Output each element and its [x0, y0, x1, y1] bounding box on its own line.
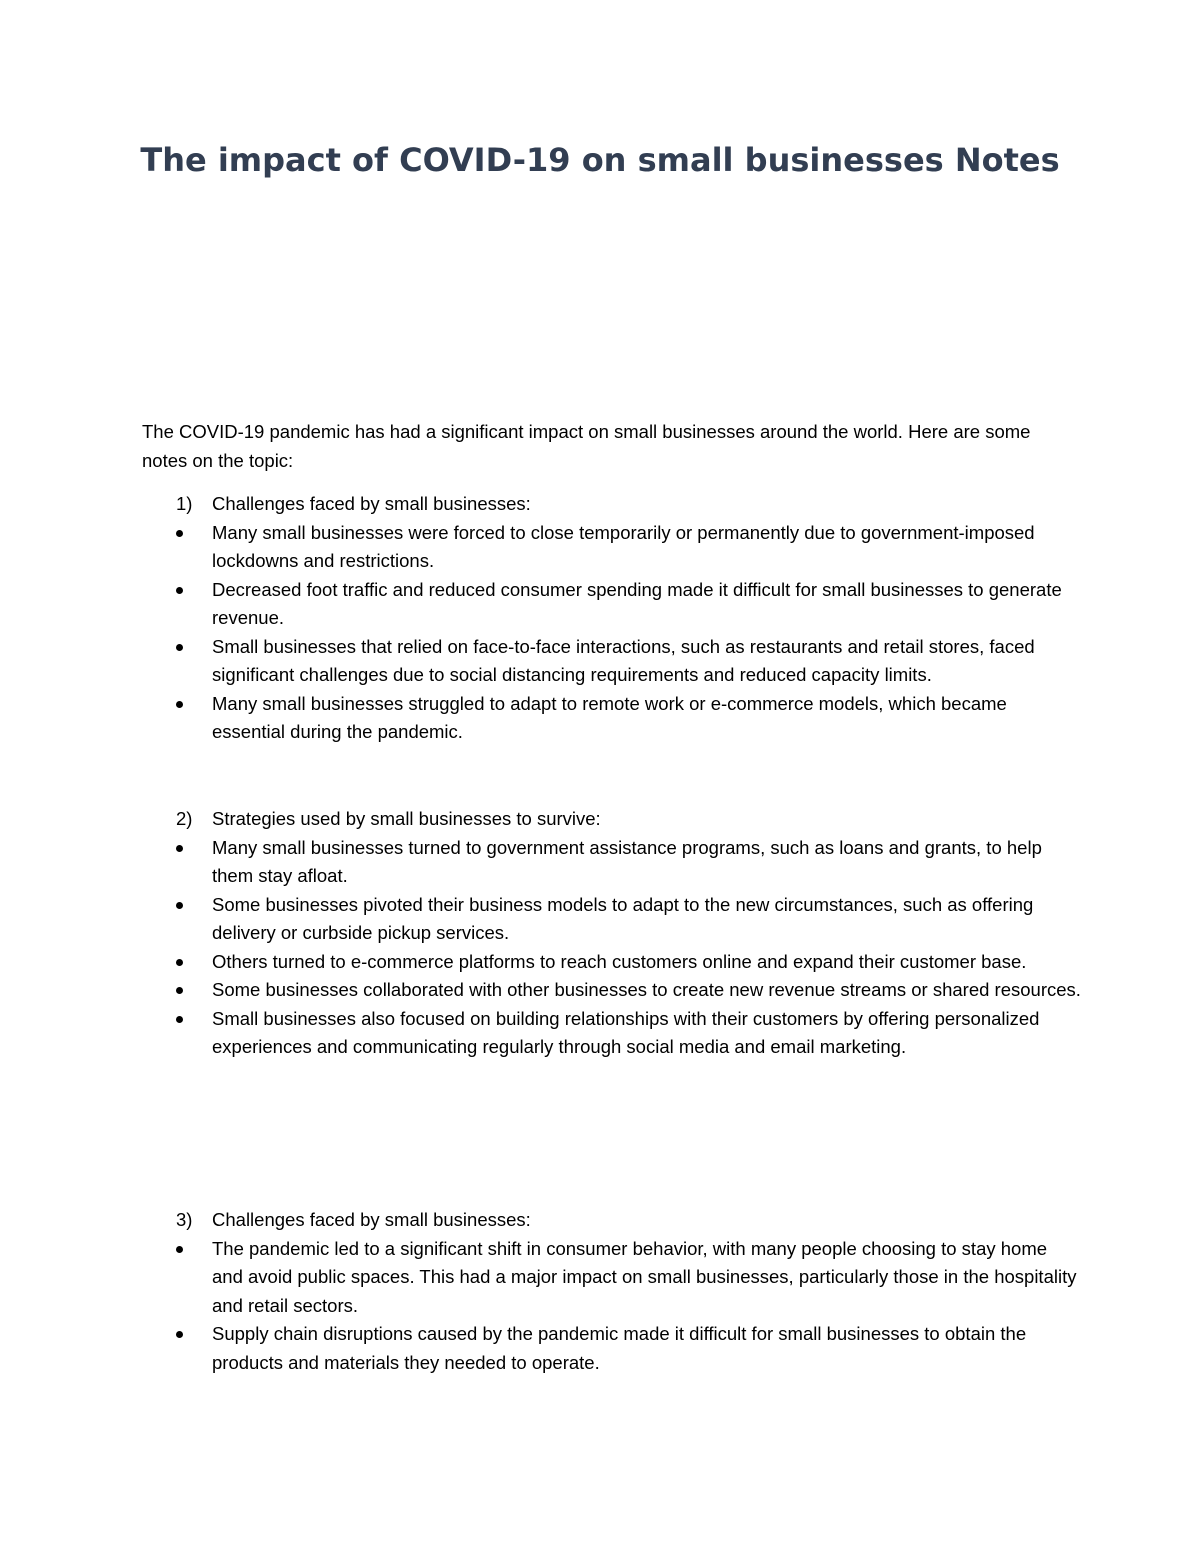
bullet-icon [176, 530, 183, 537]
list-item-text: Many small businesses were forced to close temporarily or permanently due to government-imposed lockdowns and restrictions. [212, 521, 1035, 571]
list-item-text: Many small businesses turned to government assistance programs, such as loans and grants, to help them stay afloat. [212, 836, 1042, 886]
intro-paragraph: The COVID-19 pandemic has had a significant impact on small businesses around the world. Here are some notes on the topic: [142, 421, 1031, 471]
bullet-icon [176, 987, 183, 994]
list-item-text: Small businesses also focused on building relationships with their customers by offering personalized experiences and communicating regularly through social media and email marketing. [212, 1007, 1040, 1057]
list-item [142, 834, 1082, 891]
section-3 [142, 1206, 1082, 1377]
section-heading [142, 1206, 1082, 1235]
list-item-text: Some businesses collaborated with other businesses to create new revenue streams or shared resources. [212, 979, 1081, 1000]
section-2 [142, 805, 1082, 1062]
bullet-icon [176, 1016, 183, 1023]
section-number: 1) [176, 493, 193, 514]
list-item [142, 690, 1082, 747]
bullet-list [142, 1235, 1082, 1378]
list-item-text: Others turned to e-commerce platforms to reach customers online and expand their customer base. [212, 950, 1027, 972]
section-heading-text: Strategies used by small businesses to survive: [212, 808, 601, 829]
list-item [142, 976, 1082, 1005]
section-heading-text: Challenges faced by small businesses: [212, 1209, 531, 1230]
list-item-text: The pandemic led to a significant shift in consumer behavior, with many people choosing to stay home and avoid public spaces. This had a major impact on small businesses, particularly those in the hospitality and retail sectors. [212, 1237, 1077, 1316]
bullet-icon [176, 701, 183, 708]
section-heading [142, 490, 1082, 519]
bullet-icon [176, 1331, 183, 1338]
page-title: The impact of COVID-19 on small businesses Notes [140, 141, 1060, 179]
bullet-icon [176, 644, 183, 651]
list-item-text: Decreased foot traffic and reduced consumer spending made it difficult for small businesses to generate revenue. [212, 578, 1062, 628]
section-heading [142, 805, 1082, 834]
list-item [142, 576, 1082, 633]
list-item-text: Many small businesses struggled to adapt to remote work or e-commerce models, which became essential during the pandemic. [212, 692, 1007, 742]
section-heading-text: Challenges faced by small businesses: [212, 493, 531, 514]
list-item [142, 1005, 1082, 1062]
section-1 [142, 490, 1082, 747]
section-number: 3) [176, 1209, 193, 1230]
bullet-list [142, 834, 1082, 1062]
bullet-icon [176, 959, 183, 966]
list-item [142, 948, 1082, 977]
list-item [142, 1235, 1082, 1321]
list-item [142, 1320, 1082, 1377]
section-number: 2) [176, 808, 193, 829]
list-item-text: Some businesses pivoted their business models to adapt to the new circumstances, such as offering delivery or curbside pickup services. [212, 893, 1034, 943]
list-item [142, 891, 1082, 948]
list-item-text: Supply chain disruptions caused by the pandemic made it difficult for small businesses to obtain the products and materials they needed to operate. [212, 1323, 1027, 1373]
list-item [142, 633, 1082, 690]
list-item [142, 519, 1082, 576]
bullet-list [142, 519, 1082, 747]
bullet-icon [176, 1246, 183, 1253]
bullet-icon [176, 587, 183, 594]
bullet-icon [176, 902, 183, 909]
bullet-icon [176, 845, 183, 852]
list-item-text: Small businesses that relied on face-to-face interactions, such as restaurants and retail stores, faced significant challenges due to social distancing requirements and reduced capacity limits. [212, 635, 1035, 685]
